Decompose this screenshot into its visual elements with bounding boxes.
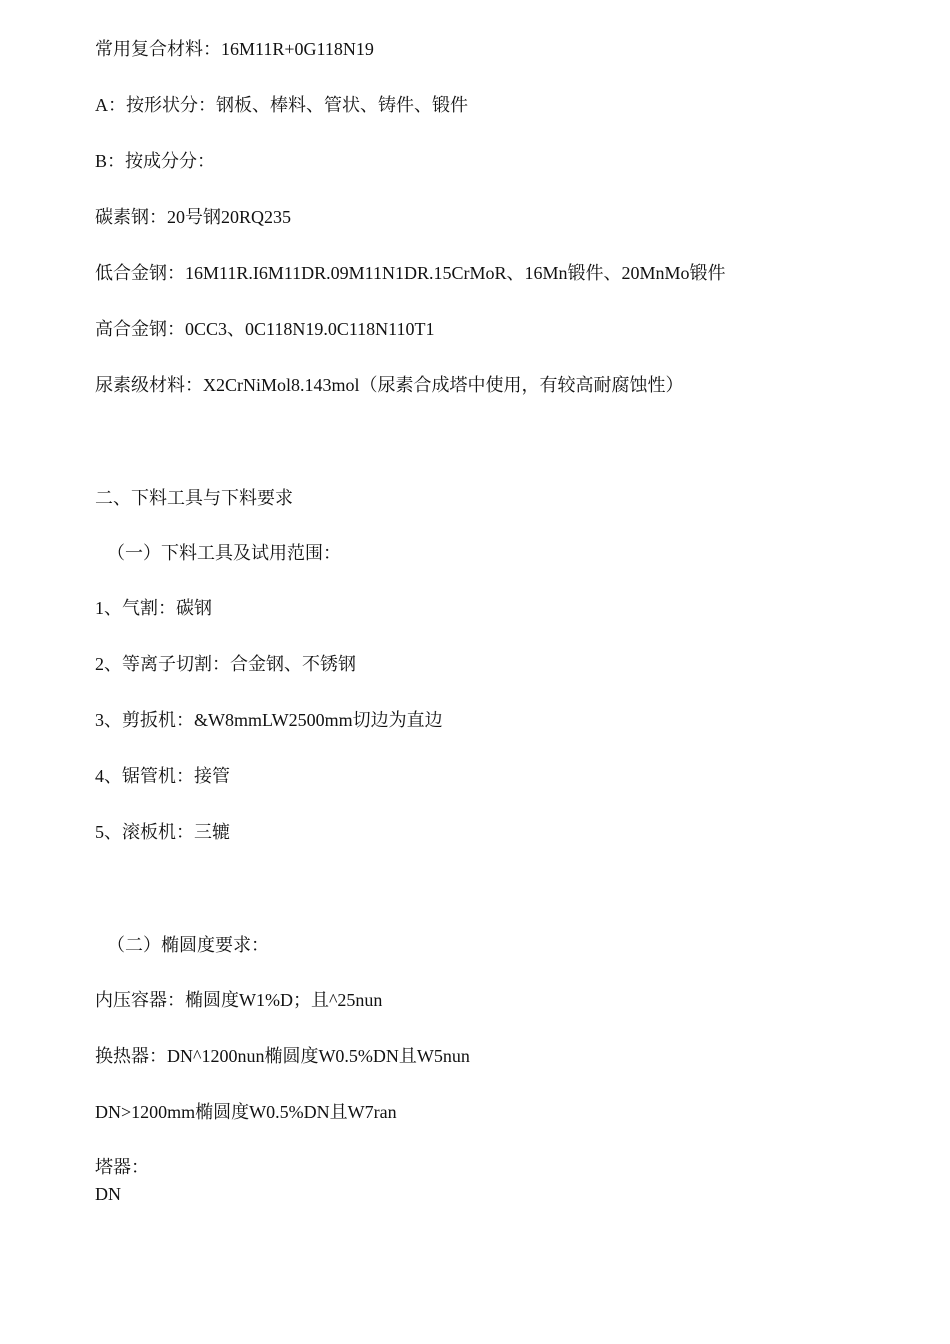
ovality-pressure-vessel-line: 内压容器：椭圆度W1%D；且^25nun — [95, 990, 383, 1010]
shape-classification-line: A：按形状分：钢板、棒料、管状、铸件、锻件 — [95, 95, 468, 115]
ovality-heat-exchanger-line: 换热器：DN^1200nun椭圆度W0.5%DN且W5nun — [95, 1046, 470, 1066]
urea-grade-material-line: 尿素级材料：X2CrNiMol8.143mol（尿素合成塔中使用，有较高耐腐蚀性） — [95, 375, 684, 395]
ovality-large-dn-line: DN>1200mm椭圆度W0.5%DN且W7ran — [95, 1102, 397, 1122]
composite-materials-line: 常用复合材料：16M11R+0G118N19 — [95, 39, 374, 59]
composition-classification-line: B：按成分分： — [95, 151, 216, 171]
section-heading-cutting: 二、下料工具与下料要求 — [95, 488, 293, 508]
high-alloy-steel-line: 高合金钢：0CC3、0C118N19.0C118N110T1 — [95, 319, 435, 339]
subsection-heading-ovality: （二）椭圆度要求： — [107, 935, 269, 955]
low-alloy-steel-line: 低合金钢：16M11R.I6M11DR.09M11N1DR.15CrMoR、16Mn锻件、20MnMo锻件 — [95, 263, 726, 283]
tool-item-plasma-cutting: 2、等离子切割：合金钢、不锈钢 — [95, 654, 356, 674]
tool-item-pipe-saw: 4、锯管机：接管 — [95, 766, 230, 786]
tower-vessel-label: 塔器： — [95, 1157, 149, 1177]
carbon-steel-line: 碳素钢：20号钢20RQ235 — [95, 207, 292, 227]
subsection-heading-tools: （一）下料工具及试用范围： — [107, 543, 341, 563]
tool-item-gas-cutting: 1、气割：碳钢 — [95, 598, 212, 618]
dn-label: DN — [95, 1184, 121, 1204]
tool-item-shearing-machine: 3、剪扳机：&W8mmLW2500mm切边为直边 — [95, 710, 443, 730]
tool-item-plate-rolling: 5、滚板机：三辘 — [95, 822, 230, 842]
